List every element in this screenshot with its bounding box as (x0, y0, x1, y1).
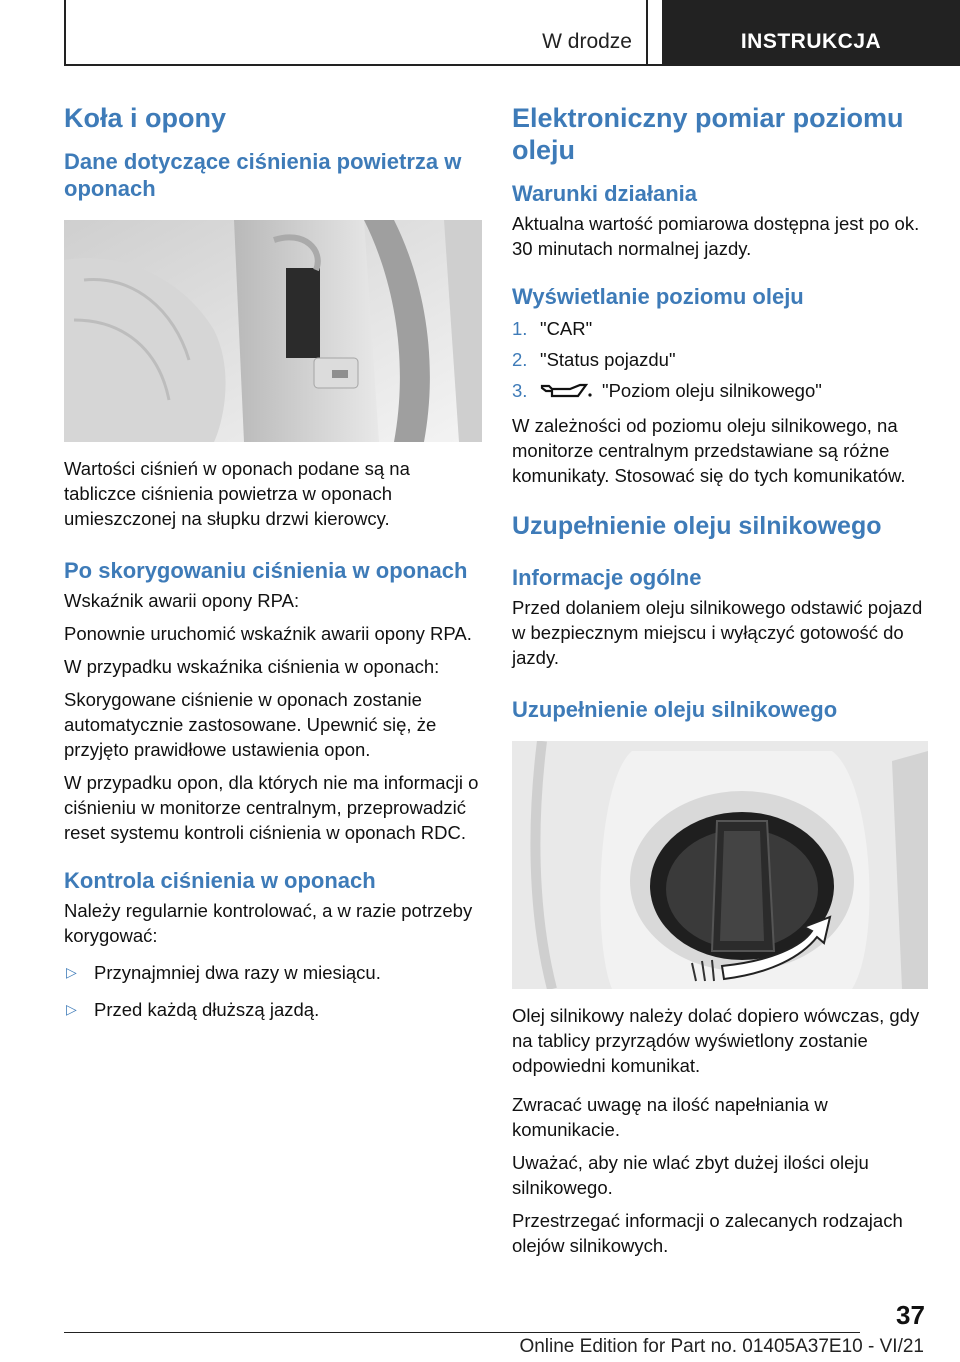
correction-p5: W przypadku opon, dla których nie ma informacji o ciśnieniu w monitorze centralnym, przeprowadzić reset systemu kontroli ciśnienia w oponach RDC. (64, 772, 479, 843)
general-text: Przed dolaniem oleju silnikowego odstawić pojazd w bezpiecznym miejscu i wyłączyć gotowość do jazdy. (512, 596, 923, 668)
oil-filler-cap-photo (512, 741, 928, 989)
header-rule (64, 64, 960, 66)
footer-rule (64, 1332, 860, 1333)
correction-p4: Skorygowane ciśnienie w oponach zostanie automatycznie zastosowane. Upewnić się, że przyjęto prawidłowe ustawienia opon. (64, 689, 437, 760)
pressure-heading: Dane dotyczące ciśnienia powietrza w oponach (64, 149, 462, 201)
bullet-triangle-icon: ▷ (66, 1001, 77, 1017)
conditions-text: Aktualna wartość pomiarowa dostępna jest po ok. 30 minutach normalnej jazdy. (512, 213, 920, 259)
refill-title: Uzupełnienie oleju silnikowego (512, 511, 882, 540)
general-heading: Informacje ogólne (512, 564, 702, 590)
refill-p1: Olej silnikowy należy dolać dopiero wówczas, gdy na tablicy przyrządów wyświetlony zostanie odpowiedni komunikat. (512, 1004, 920, 1076)
check-list (64, 960, 482, 1022)
refill-heading: Uzupełnienie oleju silnikowego (512, 696, 838, 722)
correction-p3: W przypadku wskaźnika ciśnienia w oponach: (64, 656, 440, 677)
display-heading: Wyświetlanie poziomu oleju (512, 284, 804, 309)
correction-p1: Wskaźnik awarii opony RPA: (64, 590, 300, 611)
refill-p4: Przestrzegać informacji o zalecanych rodzajach olejów silnikowych. (512, 1209, 903, 1256)
page-title: Koła i opony (64, 103, 226, 133)
pressure-text: Wartości ciśnień w oponach podane są na tabliczce ciśnienia powietrza w oponach umieszczonej na słupku drzwi kierowcy. (64, 458, 410, 529)
left-column (64, 102, 482, 1022)
page-number: 37 (896, 1300, 925, 1330)
header-section-title: W drodze (66, 0, 648, 64)
oil-can-icon (540, 380, 592, 405)
refill-p3: Uważać, aby nie wlać zbyt dużej ilości oleju silnikowego. (512, 1151, 869, 1198)
footer-edition: Online Edition for Part no. 01405A37E10 - VI/21 (519, 1336, 924, 1357)
header-chapter-tab: INSTRUKCJA (662, 0, 960, 64)
display-text: W zależności od poziomu oleju silnikowego, na monitorze centralnym przedstawiane są różne komunikaty. Stosować się do tych komunikatów. (512, 414, 906, 486)
check-text: Należy regularnie kontrolować, a w razie potrzeby korygować: (64, 900, 473, 946)
check-heading: Kontrola ciśnienia w oponach (64, 868, 376, 893)
right-column (512, 102, 932, 1258)
refill-p2: Zwracać uwagę na ilość napełniania w komunikacie. (512, 1093, 828, 1140)
bullet-triangle-icon: ▷ (66, 964, 77, 980)
list-item: ▷ Przed każdą dłuższą jazdą. (66, 999, 320, 1020)
display-steps (512, 316, 932, 405)
door-pillar-photo (64, 220, 482, 442)
list-item: 2. "Status pojazdu" (512, 349, 676, 370)
list-item: 1. "CAR" (512, 318, 593, 339)
list-item: ▷ Przynajmniej dwa razy w miesiącu. (66, 962, 381, 983)
oil-title: Elektroniczny pomiar poziomu oleju (512, 103, 904, 165)
correction-heading: Po skorygowaniu ciśnienia w oponach (64, 558, 468, 583)
conditions-heading: Warunki działania (512, 181, 698, 206)
list-item: 3. "Poziom oleju silnikowego" (512, 378, 932, 405)
correction-p2: Ponownie uruchomić wskaźnik awarii opony RPA. (64, 623, 472, 644)
